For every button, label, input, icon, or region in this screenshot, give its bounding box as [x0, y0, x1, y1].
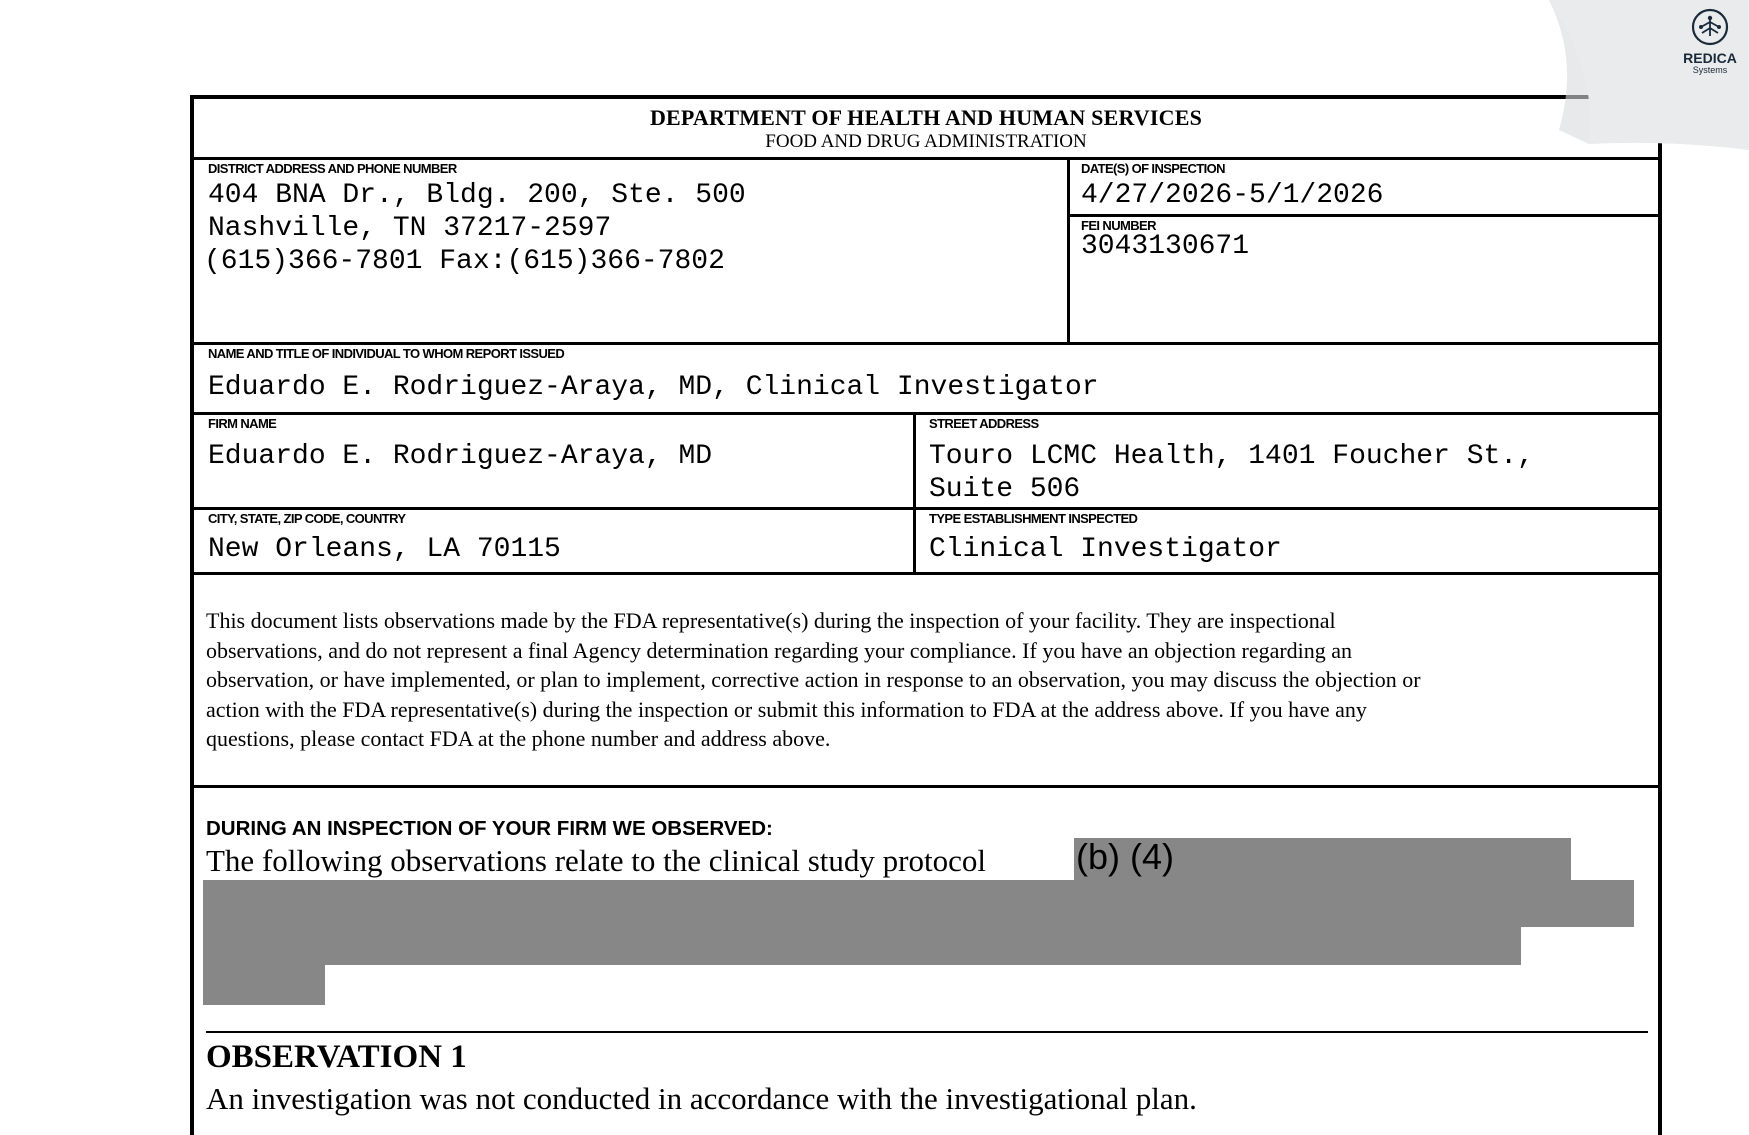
- observation-title: OBSERVATION 1: [206, 1039, 467, 1075]
- establishment-label: TYPE ESTABLISHMENT INSPECTED: [929, 511, 1138, 526]
- inspection-dates: 4/27/2026-5/1/2026: [1081, 180, 1384, 211]
- street-line1: Touro LCMC Health, 1401 Foucher St.,: [929, 441, 1534, 472]
- firm-name: Eduardo E. Rodriguez-Araya, MD: [208, 441, 713, 472]
- district-phone-fax: (615)366-7801 Fax:(615)366-7802: [204, 246, 725, 277]
- city-label: CITY, STATE, ZIP CODE, COUNTRY: [208, 511, 406, 526]
- dates-label: DATE(S) OF INSPECTION: [1081, 161, 1225, 176]
- issued-to-label: NAME AND TITLE OF INDIVIDUAL TO WHOM REPORT ISSUED: [208, 346, 565, 361]
- notice-line: This document lists observations made by the FDA representative(s) during the inspection of your facility. They are inspectional: [206, 608, 1336, 633]
- fei-number: 3043130671: [1081, 231, 1250, 262]
- firm-label: FIRM NAME: [208, 416, 277, 431]
- notice-line: questions, please contact FDA at the phone number and address above.: [206, 726, 831, 751]
- notice-line: observation, or have implemented, or plan to implement, corrective action in response to an observation, you may discuss the objection or: [206, 667, 1421, 692]
- divider: [1067, 157, 1070, 344]
- fei-label: FEI NUMBER: [1081, 218, 1156, 233]
- redica-logo-corner: [1549, 0, 1749, 150]
- fda-483-form: [190, 95, 1662, 1135]
- divider: [194, 157, 1658, 160]
- divider: [913, 412, 916, 573]
- notice-line: observations, and do not represent a final Agency determination regarding your compliance. If you have an objection regarding an: [206, 637, 1353, 663]
- divider: [194, 785, 1658, 788]
- divider: [194, 572, 1658, 575]
- establishment-type: Clinical Investigator: [929, 534, 1282, 565]
- district-label: DISTRICT ADDRESS AND PHONE NUMBER: [208, 161, 457, 176]
- redaction-block: [203, 927, 1521, 965]
- redaction-block: [203, 965, 325, 1005]
- redaction-block: [203, 880, 1634, 927]
- redaction-code: (b) (4): [1076, 836, 1174, 877]
- page-curl-shape: [1549, 0, 1749, 150]
- street-line2: Suite 506: [929, 474, 1081, 505]
- divider: [194, 342, 1658, 345]
- divider: [1067, 214, 1658, 217]
- notice-paragraph: [206, 606, 1636, 754]
- issued-to-name: Eduardo E. Rodriguez-Araya, MD, Clinical Investigator: [208, 372, 1099, 403]
- divider: [194, 412, 1658, 415]
- agency-heading: FOOD AND DRUG ADMINISTRATION: [765, 131, 1087, 152]
- notice-line: action with the FDA representative(s) during the inspection or submit this information to FDA at the address above. If you have any: [206, 696, 1367, 722]
- department-heading: DEPARTMENT OF HEALTH AND HUMAN SERVICES: [649, 105, 1203, 130]
- divider: [194, 507, 1658, 510]
- observed-heading: DURING AN INSPECTION OF YOUR FIRM WE OBSERVED:: [206, 817, 773, 840]
- street-label: STREET ADDRESS: [929, 416, 1039, 431]
- observation-text: An investigation was not conducted in accordance with the investigational plan.: [206, 1081, 1197, 1116]
- divider: [206, 1031, 1648, 1033]
- district-address-line1: 404 BNA Dr., Bldg. 200, Ste. 500: [208, 180, 746, 211]
- district-address-line2: Nashville, TN 37217-2597: [208, 213, 612, 244]
- redica-logo-text: REDICA: [1683, 50, 1737, 66]
- city-value: New Orleans, LA 70115: [208, 534, 561, 565]
- observed-intro: The following observations relate to the clinical study protocol: [206, 843, 986, 878]
- redica-logo-subtext: Systems: [1692, 65, 1728, 75]
